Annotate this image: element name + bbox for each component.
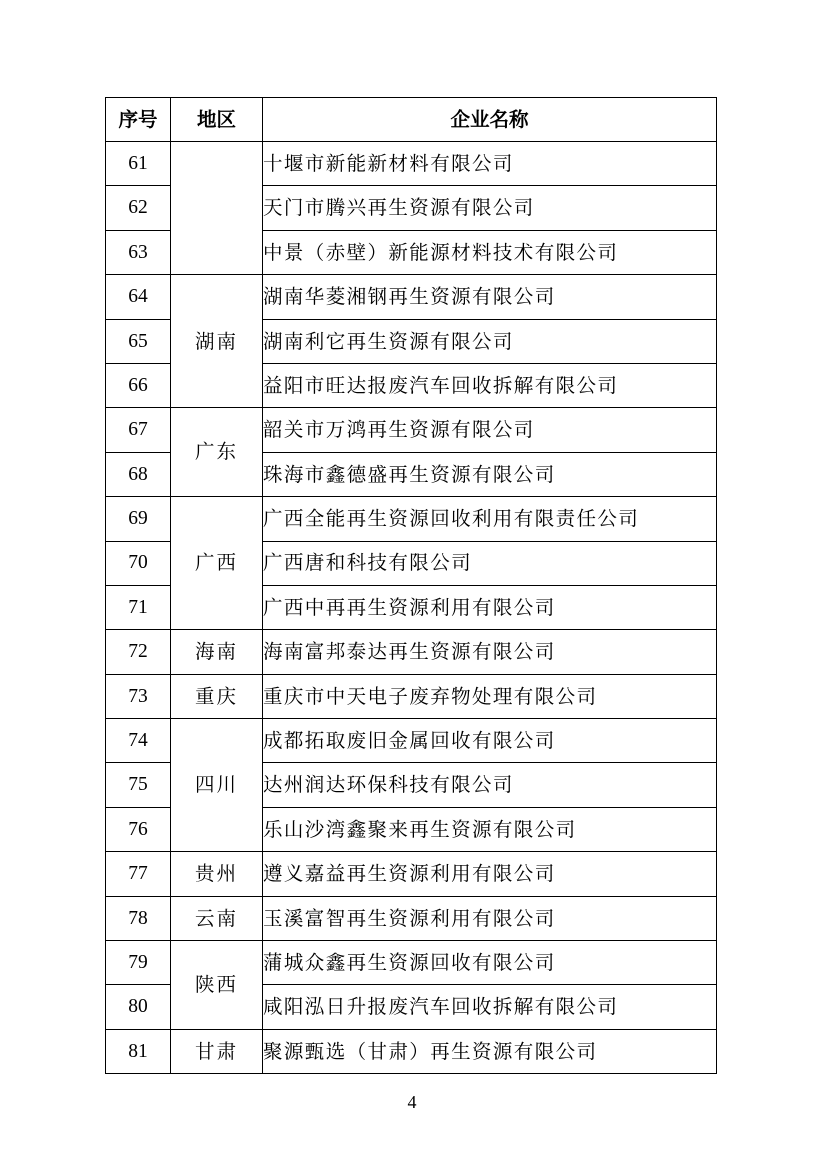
enterprise-name: 成都拓取废旧金属回收有限公司: [263, 719, 717, 763]
table-row: [106, 896, 717, 940]
region-cell: 广西: [171, 497, 263, 630]
enterprise-name: 珠海市鑫德盛再生资源有限公司: [263, 452, 717, 496]
row-number: 64: [106, 275, 171, 319]
row-number: 76: [106, 807, 171, 851]
enterprise-name: 天门市腾兴再生资源有限公司: [263, 186, 717, 230]
table-header-row: [106, 98, 717, 142]
enterprise-name: 玉溪富智再生资源利用有限公司: [263, 896, 717, 940]
row-number: 66: [106, 363, 171, 407]
enterprise-name: 广西中再再生资源利用有限公司: [263, 585, 717, 629]
row-number: 73: [106, 674, 171, 718]
enterprise-name: 广西唐和科技有限公司: [263, 541, 717, 585]
row-number: 67: [106, 408, 171, 452]
row-number: 72: [106, 630, 171, 674]
table-row: [106, 142, 717, 186]
enterprise-name: 益阳市旺达报废汽车回收拆解有限公司: [263, 363, 717, 407]
region-cell: 海南: [171, 630, 263, 674]
table-row: [106, 497, 717, 541]
region-cell-continued: [171, 142, 263, 275]
enterprise-name: 蒲城众鑫再生资源回收有限公司: [263, 941, 717, 985]
enterprise-name: 遵义嘉益再生资源利用有限公司: [263, 852, 717, 896]
enterprise-name: 咸阳泓日升报废汽车回收拆解有限公司: [263, 985, 717, 1029]
row-number: 62: [106, 186, 171, 230]
region-cell: 云南: [171, 896, 263, 940]
table-row: [106, 630, 717, 674]
row-number: 61: [106, 142, 171, 186]
row-number: 79: [106, 941, 171, 985]
row-number: 63: [106, 230, 171, 274]
region-cell: 四川: [171, 719, 263, 852]
row-number: 65: [106, 319, 171, 363]
enterprise-name: 海南富邦泰达再生资源有限公司: [263, 630, 717, 674]
table-row: [106, 408, 717, 452]
enterprise-name: 重庆市中天电子废弃物处理有限公司: [263, 674, 717, 718]
table-row: [106, 719, 717, 763]
enterprise-name: 韶关市万鸿再生资源有限公司: [263, 408, 717, 452]
enterprise-table: [105, 97, 717, 1074]
enterprise-name: 广西全能再生资源回收利用有限责任公司: [263, 497, 717, 541]
row-number: 78: [106, 896, 171, 940]
enterprise-name: 聚源甄选（甘肃）再生资源有限公司: [263, 1029, 717, 1073]
page-number: 4: [407, 1092, 417, 1112]
table-row: [106, 1029, 717, 1073]
region-cell: 湖南: [171, 275, 263, 408]
row-number: 71: [106, 585, 171, 629]
row-number: 81: [106, 1029, 171, 1073]
row-number: 75: [106, 763, 171, 807]
region-cell: 陕西: [171, 941, 263, 1030]
enterprise-name: 湖南利它再生资源有限公司: [263, 319, 717, 363]
header-serial-number: 序号: [106, 98, 171, 142]
table-row: [106, 941, 717, 985]
table-row: [106, 674, 717, 718]
enterprise-name: 达州润达环保科技有限公司: [263, 763, 717, 807]
header-enterprise-name: 企业名称: [263, 98, 717, 142]
header-region: 地区: [171, 98, 263, 142]
region-cell: 贵州: [171, 852, 263, 896]
region-cell: 重庆: [171, 674, 263, 718]
row-number: 68: [106, 452, 171, 496]
enterprise-name: 中景（赤壁）新能源材料技术有限公司: [263, 230, 717, 274]
enterprise-name: 十堰市新能新材料有限公司: [263, 142, 717, 186]
row-number: 69: [106, 497, 171, 541]
row-number: 70: [106, 541, 171, 585]
row-number: 80: [106, 985, 171, 1029]
row-number: 74: [106, 719, 171, 763]
table-row: [106, 852, 717, 896]
region-cell: 广东: [171, 408, 263, 497]
enterprise-name: 乐山沙湾鑫聚来再生资源有限公司: [263, 807, 717, 851]
region-cell: 甘肃: [171, 1029, 263, 1073]
row-number: 77: [106, 852, 171, 896]
table-row: [106, 275, 717, 319]
enterprise-name: 湖南华菱湘钢再生资源有限公司: [263, 275, 717, 319]
